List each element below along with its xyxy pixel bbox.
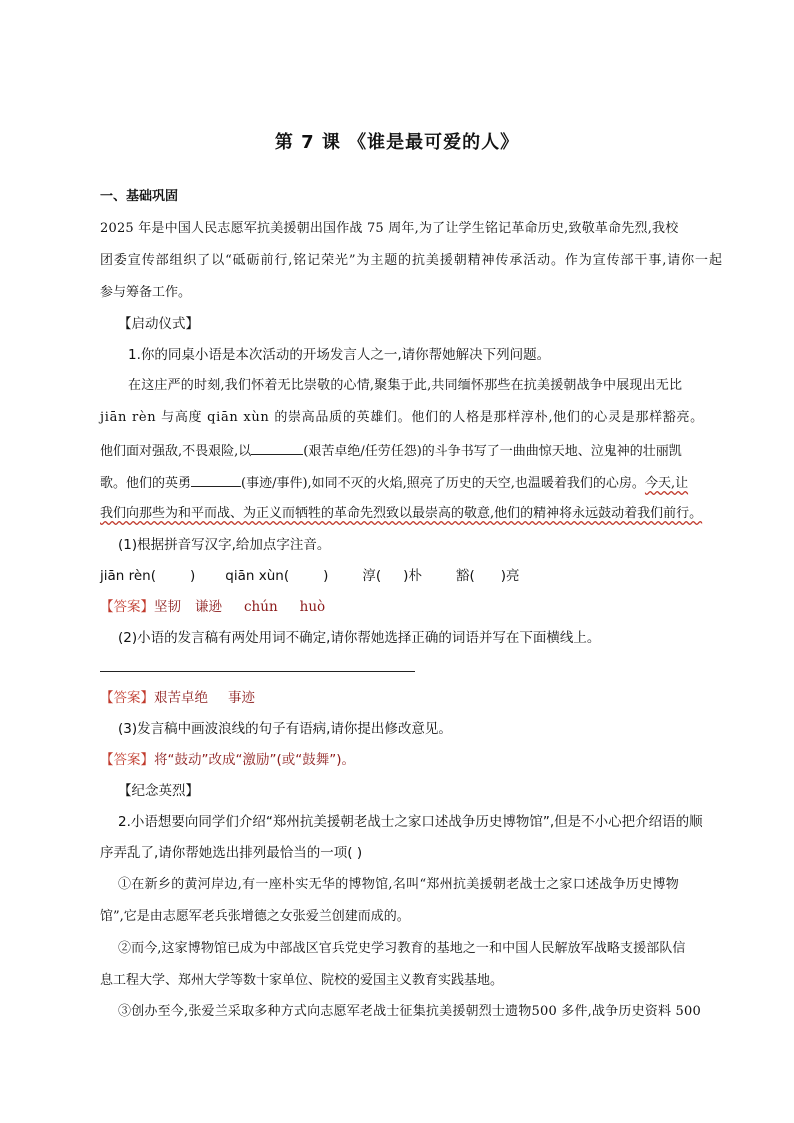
speech-line-4 — [100, 472, 700, 494]
speech-line-4-mid: (事迹/事件),如同不灭的火焰,照亮了历史的天空,也温暖着我们的心房。 — [241, 476, 645, 491]
question-1-2: (2)小语的发言稿有两处用词不确定,请你帮她选择正确的词语并写在下面横线上。 — [118, 630, 601, 646]
part2-heading: 【纪念英烈】 — [118, 783, 199, 799]
answer-3-text: 将“鼓动”改成“激励”(或“鼓舞”)。 — [154, 752, 355, 768]
question-1-3: (3)发言稿中画波浪线的句子有语病,请你提出修改意见。 — [118, 721, 452, 737]
question-1-1: (1)根据拼音写汉字,给加点字注音。 — [118, 537, 331, 553]
item-jianren-close: ) — [190, 568, 196, 584]
blank-2 — [191, 472, 241, 487]
question-2-line-2: 序弄乱了,请你帮她选出排列最恰当的一项( ) — [100, 845, 363, 861]
answer-2-v2: 事迹 — [228, 690, 255, 706]
speech-line-1: 在这庄严的时刻,我们怀着无比崇敬的心情,聚集于此,共同缅怀那些在抗美援朝战争中展现出无比 — [128, 378, 683, 393]
question-2-line-1: 2.小语想要向同学们介绍“郑州抗美援朝老战士之家口述战争历史博物馆”,但是不小心把介绍语的顺 — [118, 814, 703, 830]
answer-writing-line — [100, 671, 415, 672]
question-1: 1.你的同桌小语是本次活动的开场发言人之一,请你帮她解决下列问题。 — [128, 347, 551, 363]
item-chun: 淳( — [362, 568, 382, 584]
section-heading-basics: 一、基础巩固 — [100, 189, 179, 204]
item-huo-close: )亮 — [500, 568, 520, 584]
intro-line-3: 参与筹备工作。 — [100, 285, 192, 300]
answer-tag: 【答案】 — [100, 599, 154, 615]
item-jianren: jiān rèn( — [100, 568, 157, 584]
answer-1-v1: 坚韧 — [154, 599, 181, 615]
speech-line-5 — [100, 504, 703, 524]
intro-line-1: 2025 年是中国人民志愿军抗美援朝出国作战 75 周年,为了让学生铭记革命历史,致敬革命先烈,我校 — [100, 221, 679, 236]
speech-line-3-start: 他们面对强敌,不畏艰险,以 — [100, 444, 252, 459]
option-1-line-1: ①在新乡的黄河岸边,有一座朴实无华的博物馆,名叫“郑州抗美援朝老战士之家口述战争历史博物 — [118, 877, 680, 892]
item-huo: 豁( — [455, 568, 475, 584]
page-title: 第 7 课 《谁是最可爱的人》 — [274, 132, 520, 153]
pinyin-items — [100, 566, 700, 586]
speech-line-4-start: 歌。他们的英勇 — [100, 476, 192, 491]
answer-1 — [100, 597, 700, 617]
answer-1-v2: 谦逊 — [195, 599, 222, 615]
answer-3 — [100, 750, 700, 770]
answer-2-v1: 艰苦卓绝 — [154, 690, 208, 706]
intro-line-2: 团委宣传部组织了以“砥砺前行,铭记荣光”为主题的抗美援朝精神传承活动。作为宣传部干事,请你一起 — [100, 253, 723, 268]
answer-1-v4: huò — [299, 599, 326, 615]
part1-heading: 【启动仪式】 — [118, 316, 199, 332]
speech-line-3 — [100, 440, 700, 462]
speech-line-2: jiān rèn 与高度 qiān xùn 的崇高品质的英雄们。他们的人格是那样淳朴,他们的心灵是那样豁亮。 — [100, 410, 704, 425]
answer-2 — [100, 688, 700, 708]
item-qianxun-close: ) — [323, 568, 329, 584]
blank-1 — [251, 440, 303, 455]
option-3-line-1: ③创办至今,张爱兰采取多种方式向志愿军老战士征集抗美援朝烈士遗物500 多件,战争历史资料 500 — [118, 1004, 701, 1019]
answer-tag: 【答案】 — [100, 690, 154, 706]
speech-line-3-end: (艰苦卓绝/任劳任怨)的斗争书写了一曲曲惊天地、泣鬼神的壮丽凯 — [303, 444, 682, 459]
option-1-line-2: 馆”,它是由志愿军老兵张增德之女张爱兰创建而成的。 — [100, 909, 410, 924]
item-qianxun: qiān xùn( — [225, 568, 290, 584]
item-chun-close: )朴 — [403, 568, 422, 584]
answer-tag: 【答案】 — [100, 752, 154, 768]
wavy-sentence: 我们向那些为和平而战、为正义而牺牲的革命先烈致以最崇高的敬意,他们的精神将永远鼓动着我们前行。 — [100, 506, 703, 521]
option-2-line-2: 息工程大学、郑州大学等数十家单位、院校的爱国主义教育实践基地。 — [100, 973, 504, 988]
wavy-sentence-start: 今天,让 — [644, 476, 689, 491]
option-2-line-1: ②而今,这家博物馆已成为中部战区官兵党史学习教育的基地之一和中国人民解放军战略支援部队信 — [118, 941, 686, 956]
answer-1-v3: chún — [244, 599, 278, 615]
